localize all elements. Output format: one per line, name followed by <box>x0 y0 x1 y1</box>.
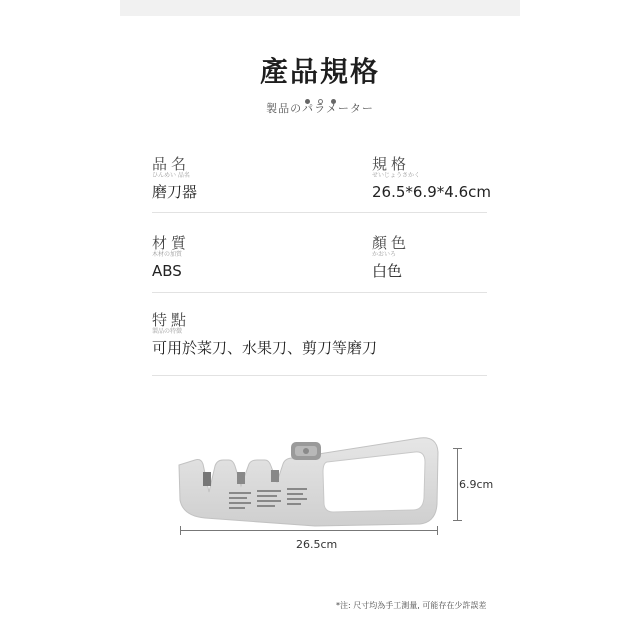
spec-feature-value: 可用於菜刀、水果刀、剪刀等磨刀 <box>152 339 378 357</box>
spec-feature-label: 特點 <box>152 311 191 329</box>
spec-name-ruby: ひんめい 品名 <box>152 172 190 179</box>
spec-material-label: 材質 <box>152 234 191 252</box>
spec-material-ruby: 木材の加質 <box>152 251 183 258</box>
width-dimension-label: 26.5cm <box>296 538 338 551</box>
spec-size <box>372 155 491 202</box>
top-band <box>120 0 520 16</box>
spec-name <box>152 155 197 202</box>
spec-name-label: 品名 <box>152 155 191 173</box>
handle-opening <box>323 452 425 512</box>
page-title: 產品規格 <box>259 55 380 88</box>
spec-color-label: 顏色 <box>372 234 411 252</box>
spec-material <box>152 234 190 281</box>
divider-1 <box>152 212 487 213</box>
sharpening-stone <box>203 472 211 486</box>
spec-color <box>372 234 410 281</box>
divider-3 <box>152 375 487 376</box>
spec-feature-ruby: 製品の特徴 <box>152 328 183 335</box>
spec-feature <box>152 311 377 358</box>
divider-2 <box>152 292 487 293</box>
knife-sharpener-image <box>165 430 455 540</box>
spec-name-value: 磨刀器 <box>152 183 198 201</box>
spec-size-label: 規格 <box>372 155 411 173</box>
measurement-footnote: *注: 尺寸均為手工測量, 可能存在少許誤差 <box>336 601 487 610</box>
spec-material-value: ABS <box>152 262 182 280</box>
spec-color-ruby: かおいろ <box>372 251 397 258</box>
page-subtitle: 製品のパラメーター <box>266 102 374 115</box>
spec-color-value: 白色 <box>372 262 403 280</box>
width-dimension-line <box>180 526 438 536</box>
spec-size-ruby: せいじょうさかく <box>372 172 421 179</box>
height-dimension-label: 6.9cm <box>459 478 494 491</box>
spec-size-value: 26.5*6.9*4.6cm <box>372 183 491 201</box>
